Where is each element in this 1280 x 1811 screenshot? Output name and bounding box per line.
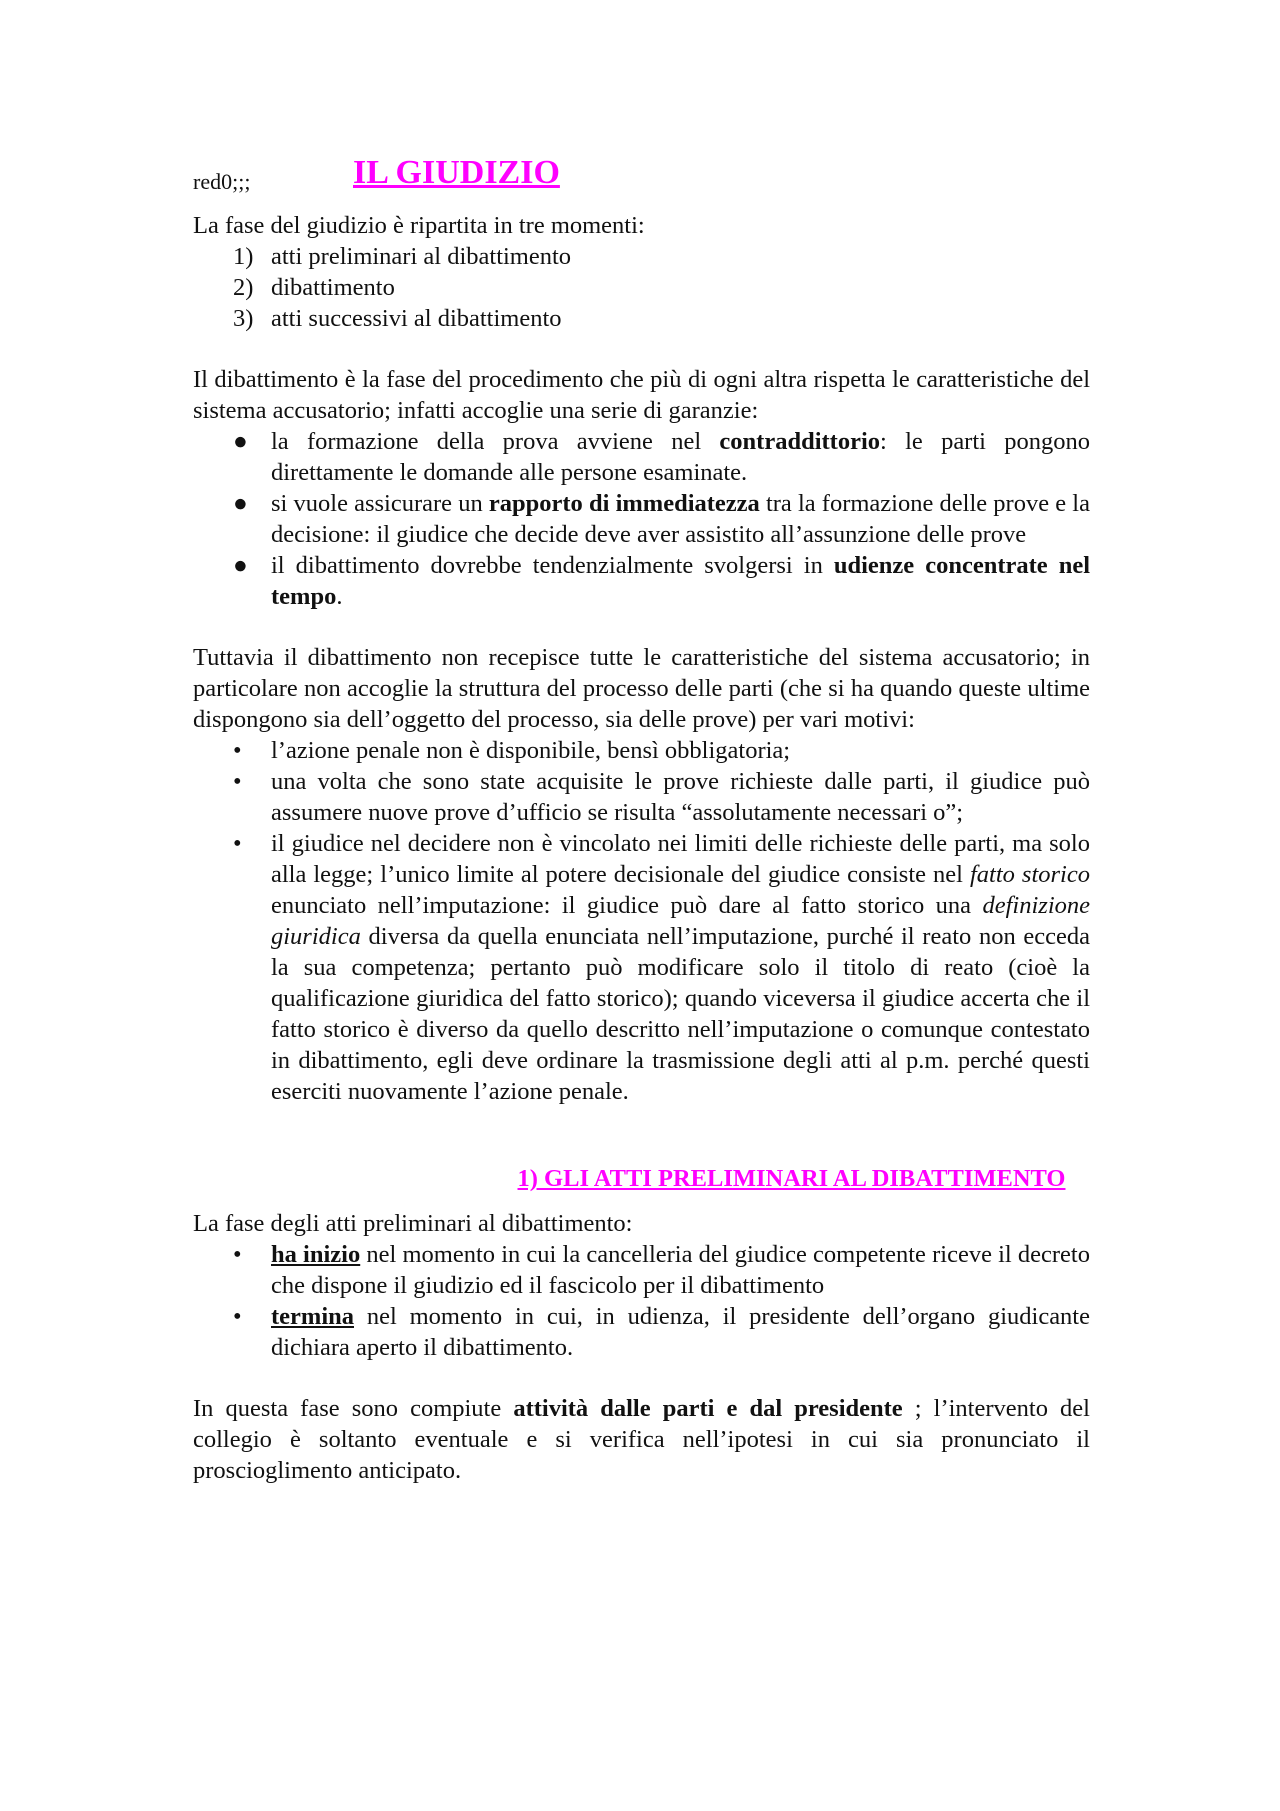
page-title: IL GIUDIZIO — [353, 154, 560, 191]
stray-text: red0;;; — [193, 169, 251, 194]
paragraph-tuttavia: Tuttavia il dibattimento non recepisce tutte le caratteristiche del sistema accusatorio; in particolare non accoglie la struttura del processo delle parti (che si ha quando queste ultime dispongono sia dell’oggetto del processo, sia delle prove) per vari motivi: — [193, 644, 1090, 733]
bullet-icon: ● — [233, 428, 248, 455]
list-item: 3) atti successivi al dibattimento — [233, 305, 562, 332]
bullet-list-fase — [193, 1239, 1090, 1363]
bullet-icon: • — [233, 830, 242, 857]
list-item: • ha inizio nel momento in cui la cancelleria del giudice competente riceve il decreto che dispone il giudizio ed il fascicolo per il dibattimento — [233, 1241, 1090, 1299]
title-row — [193, 150, 1090, 196]
bullet-icon: • — [233, 1303, 242, 1330]
bullet-icon: ● — [233, 552, 248, 579]
section-intro: La fase degli atti preliminari al dibattimento: — [193, 1210, 633, 1237]
section-title: 1) GLI ATTI PRELIMINARI AL DIBATTIMENTO — [517, 1165, 1066, 1192]
bullet-icon: • — [233, 737, 242, 764]
list-item: 2) dibattimento — [233, 274, 395, 301]
list-item: ● il dibattimento dovrebbe tendenzialmente svolgersi in udienze concentrate nel tempo. — [233, 552, 1090, 610]
bullet-icon: ● — [233, 490, 248, 517]
intro-text: La fase del giudizio è ripartita in tre momenti: — [193, 212, 645, 239]
list-item: ● si vuole assicurare un rapporto di immediatezza tra la formazione delle prove e la decisione: il giudice che decide deve aver assistito all’assunzione delle prove — [233, 490, 1090, 548]
list-item: • una volta che sono state acquisite le prove richieste dalle parti, il giudice può assumere nuove prove d’ufficio se risulta “assolutamente necessari o”; — [233, 768, 1090, 826]
page-content — [193, 150, 1090, 1486]
list-item: • termina nel momento in cui, in udienza, il presidente dell’organo giudicante dichiara aperto il dibattimento. — [233, 1303, 1090, 1361]
list-item: • l’azione penale non è disponibile, bensì obbligatoria; — [233, 737, 791, 764]
bullet-icon: • — [233, 1241, 242, 1268]
list-item: • il giudice nel decidere non è vincolato nei limiti delle richieste delle parti, ma solo alla legge; l’unico limite al potere decisionale del giudice consiste nel fatto storico enunciato nell’imputazione: il giudice può dare al fatto storico una definizione giuridica diversa da quella enunciata nell’imputazione, purché il reato non ecceda la sua competenza; pertanto può modificare solo il titolo di reato (cioè la qualificazione giuridica del fatto storico); quando viceversa il giudice accerta che il fatto storico è diverso da quello descritto nell’imputazione o comunque contestato in dibattimento, egli deve ordinare la trasmissione degli atti al p.m. perché questi eserciti nuovamente l’azione penale. — [233, 830, 1090, 1105]
bullet-list-garanzie — [193, 426, 1090, 612]
list-item: 1) atti preliminari al dibattimento — [233, 243, 572, 270]
paragraph-garanzie: Il dibattimento è la fase del procedimento che più di ogni altra rispetta le caratteristiche del sistema accusatorio; infatti accoglie una serie di garanzie: — [193, 366, 1090, 424]
bullet-icon: • — [233, 768, 242, 795]
bullet-list-motivi — [193, 735, 1090, 1107]
list-item: ● la formazione della prova avviene nel contraddittorio: le parti pongono direttamente le domande alle persone esaminate. — [233, 428, 1090, 486]
paragraph-attivita: In questa fase sono compiute attività dalle parti e dal presidente ; l’intervento del collegio è soltanto eventuale e si verifica nell’ipotesi in cui sia pronunciato il proscioglimento anticipato. — [193, 1395, 1090, 1484]
numbered-list — [193, 241, 1090, 334]
